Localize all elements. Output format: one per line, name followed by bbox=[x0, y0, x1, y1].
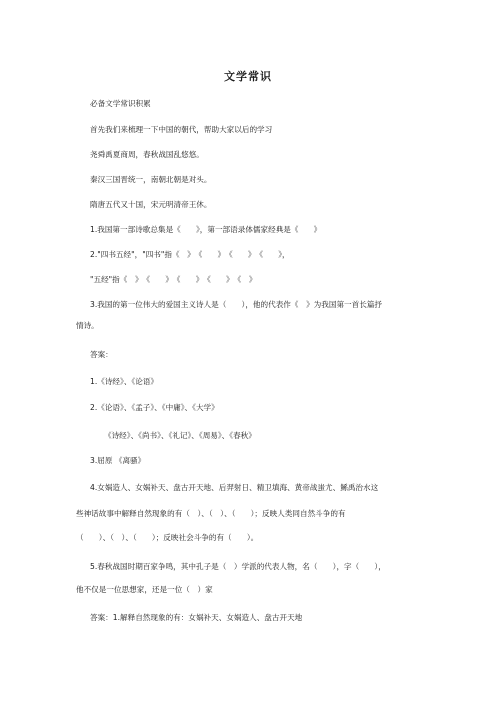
question-line: （ ）、（ ）、（ ）；反映社会斗争的有（ ）。 bbox=[76, 533, 259, 542]
question-line: 1.我国第一部诗歌总集是《 》，第一部语录体儒家经典是《 》 bbox=[90, 225, 322, 234]
answer-line: 1.《诗经》、《论语》 bbox=[90, 377, 158, 386]
question-line: 4.女娲造人、女娲补天、盘古开天地、后羿射日、精卫填海、黄帝战蚩尤、鲧禹治水这 bbox=[90, 483, 379, 492]
text-line: 秦汉三国晋统一，南朝北朝是对头。 bbox=[90, 175, 212, 184]
answer-line: 2.《论语》、《孟子》、《中庸》、《大学》 bbox=[90, 403, 219, 412]
text-line: 首先我们来梳理一下中国的朝代，帮助大家以后的学习 bbox=[90, 125, 273, 134]
text-line: 必备文学常识积累 bbox=[90, 99, 151, 108]
question-line: 他不仅是一位思想家，还是一位（ ）家 bbox=[76, 585, 213, 594]
question-line: 3.我国的第一位伟大的爱国主义诗人是（ ），他的代表作《 》为我国第一首长篇抒 bbox=[90, 300, 383, 309]
answer-heading: 答案： bbox=[90, 350, 113, 359]
question-line: "五经"指《 》 《 》 《 》 《 》 《 》 bbox=[90, 275, 257, 284]
page-title: 文学常识 bbox=[224, 70, 272, 83]
question-line: 2."四书五经"，"四书"指《 》 《 》 《 》 《 》， bbox=[90, 250, 290, 259]
answer-line: 《诗经》、《尚书》、《礼记》、《周易》、《春秋》 bbox=[104, 431, 256, 440]
question-line: 些神话故事中解释自然现象的有（ ）、（ ）、（ ）；反映人类同自然斗争的有 bbox=[76, 509, 346, 518]
question-line: 情诗。 bbox=[76, 321, 99, 330]
text-line: 尧舜禹夏商周，春秋战国乱悠悠。 bbox=[90, 150, 204, 159]
answer-line: 答案：1.解释自然现象的有：女娲补天、女娲造人、盘古开天地 bbox=[90, 613, 303, 622]
text-line: 隋唐五代又十国，宋元明清帝王休。 bbox=[90, 200, 212, 209]
question-line: 5.春秋战国时期百家争鸣，其中孔子是（ ）学派的代表人物，名（ ），字（ ）， bbox=[90, 562, 386, 571]
answer-line: 3.屈原 《离骚》 bbox=[90, 456, 146, 465]
